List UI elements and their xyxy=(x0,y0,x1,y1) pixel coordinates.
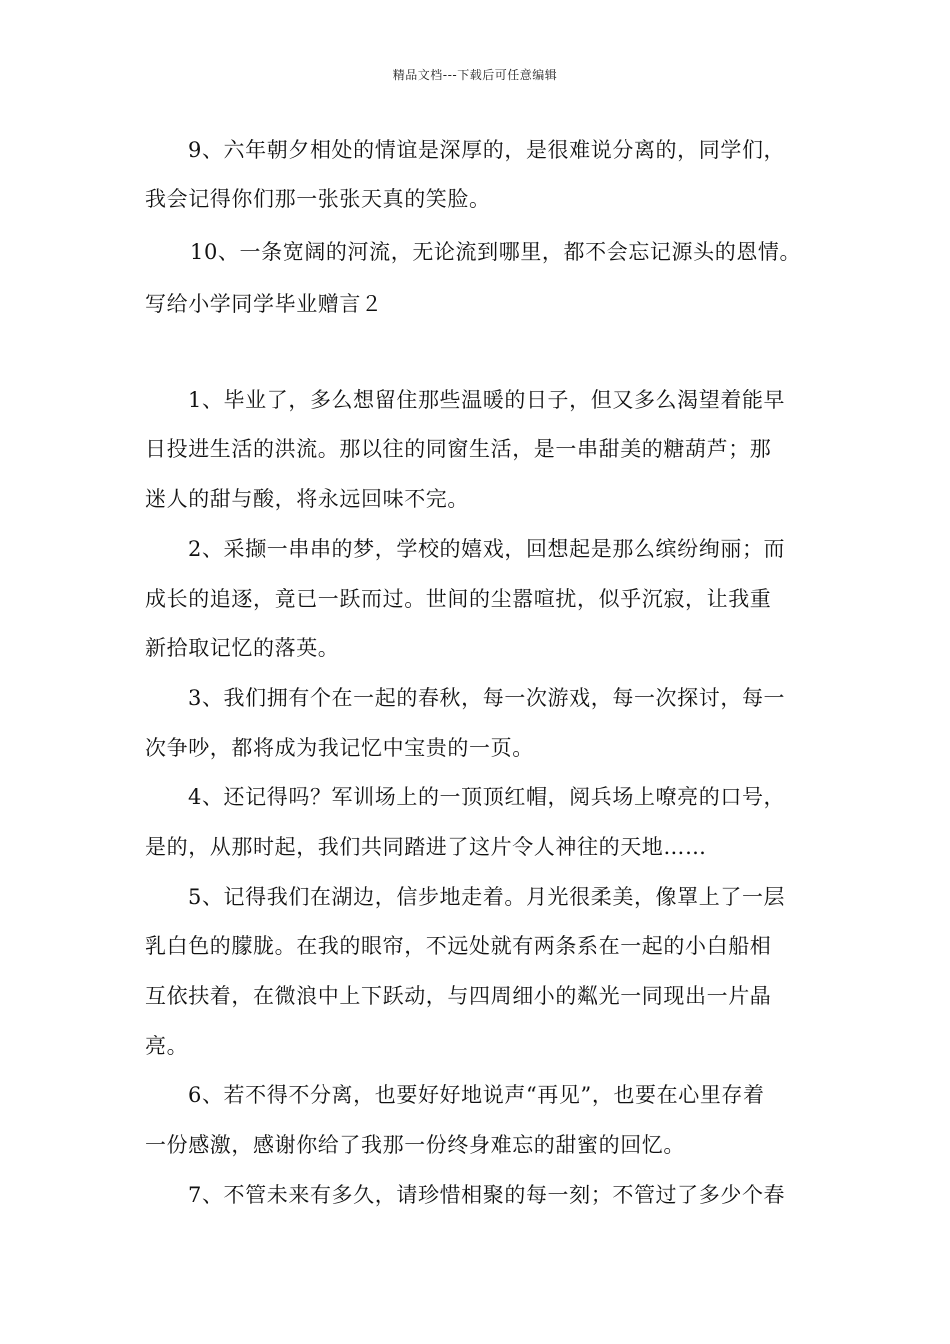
paragraph-line: 9、六年朝夕相处的情谊是深厚的，是很难说分离的，同学们， xyxy=(188,138,786,162)
paragraph-line: 5、记得我们在湖边，信步地走着。月光很柔美，像罩上了一层 xyxy=(188,885,786,909)
paragraph-line: 10、一条宽阔的河流，无论流到哪里，都不会忘记源头的恩情。 xyxy=(190,240,802,264)
paragraph-line: 新拾取记忆的落英。 xyxy=(145,636,340,660)
paragraph-line: 亮。 xyxy=(145,1034,189,1058)
paragraph-line: 是的，从那时起，我们共同踏进了这片令人神往的天地…… xyxy=(145,835,707,859)
paragraph-line: 迷人的甜与酸，将永远回味不完。 xyxy=(145,487,469,511)
paragraph-line: 乳白色的朦胧。在我的眼帘，不远处就有两条系在一起的小白船相 xyxy=(145,934,772,958)
paragraph-line: 3、我们拥有个在一起的春秋，每一次游戏，每一次探讨，每一 xyxy=(188,686,786,710)
paragraph-line: 成长的追逐，竟已一跃而过。世间的尘嚣喧扰，似乎沉寂，让我重 xyxy=(145,587,772,611)
paragraph-line: 次争吵，都将成为我记忆中宝贵的一页。 xyxy=(145,736,534,760)
paragraph-line: 4、还记得吗？军训场上的一顶顶红帽，阅兵场上嘹亮的口号， xyxy=(188,785,786,809)
paragraph-line: 我会记得你们那一张张天真的笑脸。 xyxy=(145,187,491,211)
paragraph-line: 一份感激，感谢你给了我那一份终身难忘的甜蜜的回忆。 xyxy=(145,1133,685,1157)
paragraph-line: 1、毕业了，多么想留住那些温暖的日子，但又多么渴望着能早 xyxy=(188,388,786,412)
page-header: 精品文档---下载后可任意编辑 xyxy=(392,68,558,82)
paragraph-line: 日投进生活的洪流。那以往的同窗生活，是一串甜美的糖葫芦；那 xyxy=(145,437,772,461)
section-title: 写给小学同学毕业赠言２ xyxy=(145,292,383,316)
paragraph-line: 7、不管未来有多久，请珍惜相聚的每一刻；不管过了多少个春 xyxy=(188,1183,786,1207)
paragraph-line: 互依扶着，在微浪中上下跃动，与四周细小的粼光一同现出一片晶 xyxy=(145,984,772,1008)
paragraph-line: 6、若不得不分离，也要好好地说声“再见”，也要在心里存着 xyxy=(188,1083,765,1107)
paragraph-line: 2、采撷一串串的梦，学校的嬉戏，回想起是那么缤纷绚丽；而 xyxy=(188,537,786,561)
